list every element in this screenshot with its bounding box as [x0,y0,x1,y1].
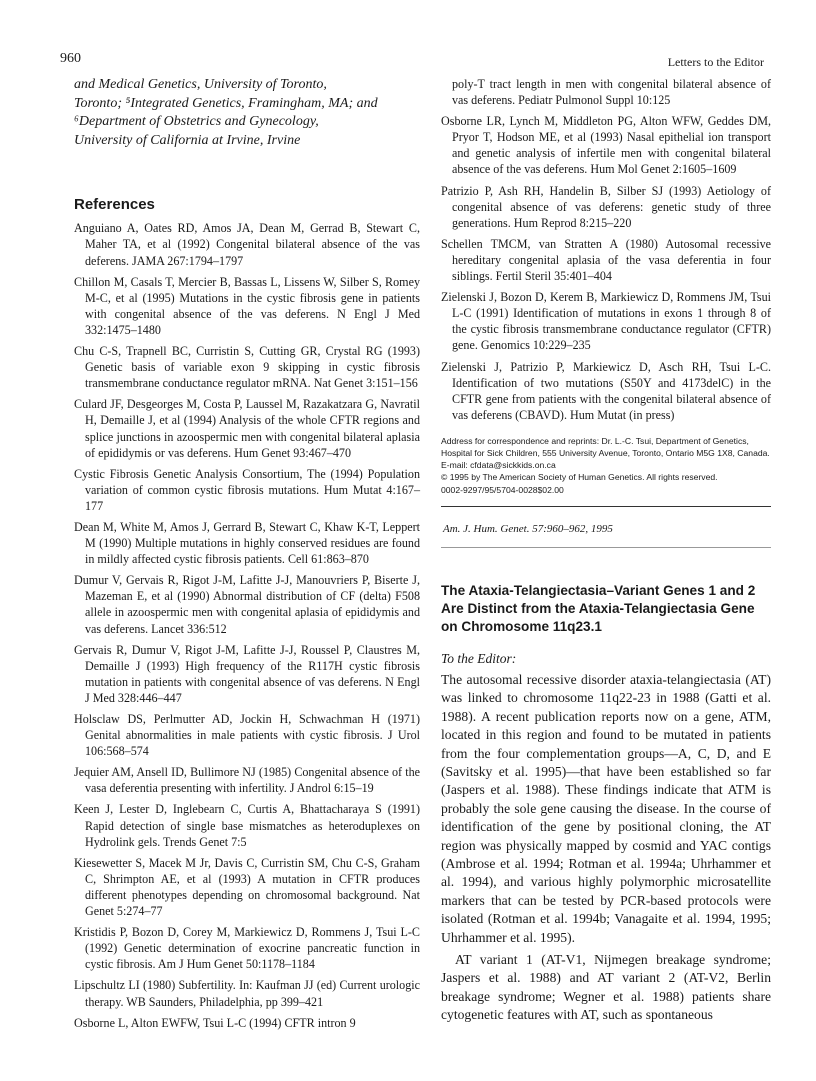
reference-item: Patrizio P, Ash RH, Handelin B, Silber SJ (1993) Aetiology of congenital absence of vas deferens: genetic study of three generations. Hum Reprod 8:215–220 [441,183,771,230]
reference-item: Chillon M, Casals T, Mercier B, Bassas L, Lissens W, Silber S, Romey M-C, et al (1995) Mutations in the cystic fibrosis gene in patients with congenital absence of the vas deferens. N Engl J Med 332:1475–1480 [74,274,420,337]
reference-item: Dumur V, Gervais R, Rigot J-M, Lafitte J-J, Manouvriers P, Biserte J, Mazeman E, et al (1990) Abnormal distribution of CF (delta) F508 allele in azoospermic men with congenital aplasia of epididymis and vas deferens. Lancet 336:512 [74,573,420,636]
reference-item: Culard JF, Desgeorges M, Costa P, Laussel M, Razakatzara G, Navratil H, Demaille J, et al (1994) Analysis of the whole CFTR regions and splice junctions in azoospermic men with congenital bilateral aplasia of epididymis or vas deferens. Hum Genet 93:467–470 [74,397,420,460]
salutation: To the Editor: [441,650,517,666]
references-heading: References [74,196,155,214]
reference-item: Kiesewetter S, Macek M Jr, Davis C, Curristin SM, Chu C-S, Graham C, Shrimpton AE, et al (1993) A mutation in CFTR produces different phenotypes depending on chromosomal background. Nat Genet 5:274–77 [74,855,420,919]
divider [441,547,771,548]
reference-item: Anguiano A, Oates RD, Amos JA, Dean M, Gerrad B, Stewart C, Maher TA, et al (1992) Congenital bilateral absence of the vas deferens. JAMA 267:1794–1797 [74,221,420,268]
address-line: Address for correspondence and reprints: Dr. L.-C. Tsui, Department of Genetics, Hospital for Sick Children, 555 University Avenue, Toronto, Ontario M5G 1X8, Canada. E-mail: cfdata@sickkids.on.ca [441,435,770,471]
author-affiliation [74,76,420,150]
correspondence-address [441,435,771,496]
affiliation-line: ⁶Department of Obstetrics and Gynecology, [74,114,319,130]
reference-item: Holsclaw DS, Perlmutter AD, Jockin H, Schwachman H (1971) Genital abnormalities in male patients with cystic fibrosis. J Urol 106:568–574 [74,712,420,759]
affiliation-line: Toronto; ⁵Integrated Genetics, Framingham, MA; and [74,95,378,111]
reference-item: Keen J, Lester D, Inglebearn C, Curtis A, Bhattacharaya S (1991) Rapid detection of single base mismatches as heteroduplexes on Hydrolink gels. Trends Genet 7:5 [74,802,420,849]
article-title: The Ataxia-Telangiectasia–Variant Genes 1 and 2 Are Distinct from the Ataxia-Telangiectasia Gene on Chromosome 11q23.1 [441,582,756,634]
body-paragraph: AT variant 1 (AT-V1, Nijmegen breakage syndrome; Jaspers et al. 1988) and AT variant 2 (AT-V2, Berlin breakage syndrome; Wegner et al. 1988) patients share cytogenetic features with AT, such as spontaneous [441,951,771,1023]
body-paragraph: The autosomal recessive disorder ataxia-telangiectasia (AT) was linked to chromosome 11q22-23 in 1988 (Gatti et al. 1988). A recent publication reports now on a gene, ATM, located in this region and found to be mutated in patients from the four complementation groups—A, C, D, and E (Savitsky et al. 1995)—that have been established so far (Jaspers et al. 1988). These findings indicate that ATM is probably the sole gene causing the disease. In the course of identification of the gene by positional cloning, the AT region was physically mapped by cosmid and YAC contigs (Ambrose et al. 1994; Rotman et al. 1994a; Uhrhammer et al. 1994), and various highly polymorphic microsatellite markers that can be tested by PCR-based protocols were isolated (Rotman et al. 1994b; Vanagaite et al. 1994, 1995; Uhrhammer et al. 1995). [441,671,771,945]
copyright-line: © 1995 by The American Society of Human Genetics. All rights reserved. [441,472,718,483]
divider [441,506,771,507]
journal-citation: Am. J. Hum. Genet. 57:960–962, 1995 [443,522,613,535]
reference-item: Osborne L, Alton EWFW, Tsui L-C (1994) CFTR intron 9 [74,1015,356,1030]
issn-line: 0002-9297/95/5704-0028$02.00 [441,484,564,495]
reference-item: Osborne LR, Lynch M, Middleton PG, Alton WFW, Geddes DM, Pryor T, Hodson ME, et al (1993) Nasal epithelial ion transport and genetic analysis of infertile men with congenital bilateral absence of the vas deferens. Hum Mol Genet 2:1605–1609 [441,114,771,177]
reference-item: Lipschultz LI (1980) Subfertility. In: Kaufman JJ (ed) Current urologic therapy. WB Saunders, Philadelphia, pp 399–421 [74,978,420,1009]
reference-item: Cystic Fibrosis Genetic Analysis Consortium, The (1994) Population variation of common cystic fibrosis mutations. Hum Mutat 4:167–177 [74,466,420,513]
reference-continuation: poly-T tract length in men with congenital bilateral absence of vas deferens. Pediatr Pulmonol Suppl 10:125 [452,77,771,108]
reference-item: Gervais R, Dumur V, Rigot J-M, Lafitte J-J, Roussel P, Claustres M, Demaille J (1993) High frequency of the R117H cystic fibrosis mutation in patients with congenital absence of vas deferens. N Engl J Med 328:446–447 [74,642,420,705]
running-head: Letters to the Editor [667,55,764,69]
reference-item: Chu C-S, Trapnell BC, Curristin S, Cutting GR, Crystal RG (1993) Genetic basis of variable exon 9 skipping in cystic fibrosis transmembrane conductance regulator mRNA. Nat Genet 3:151–156 [74,344,420,391]
right-column [441,76,771,1025]
reference-item: Zielenski J, Bozon D, Kerem B, Markiewicz D, Rommens JM, Tsui L-C (1991) Identification of mutations in exons 1 through 8 of the cystic fibrosis transmembrane conductance regulator (CFTR) gene. Genomics 10:229–235 [441,290,771,353]
reference-item: Jequier AM, Ansell ID, Bullimore NJ (1985) Congenital absence of the vasa deferentia presenting with infertility. J Androl 6:15–19 [74,765,420,796]
reference-item: Dean M, White M, Amos J, Gerrard B, Stewart C, Khaw K-T, Leppert M (1990) Multiple mutations in highly conserved residues are found in mildly affected cystic fibrosis patients. Cell 61:863–870 [74,519,420,567]
reference-list-right [441,76,771,423]
reference-item: Schellen TMCM, van Stratten A (1980) Autosomal recessive hereditary congenital aplasia of the vasa deferentia in four siblings. Fertil Steril 35:401–404 [441,236,771,284]
affiliation-line: and Medical Genetics, University of Toronto, [74,77,327,92]
page-number: 960 [60,51,81,66]
reference-list-left [74,220,420,1030]
affiliation-line: University of California at Irvine, Irvine [74,132,301,148]
reference-item: Kristidis P, Bozon D, Corey M, Markiewicz D, Rommens J, Tsui L-C (1992) Genetic determination of exocrine pancreatic function in cystic fibrosis. Am J Hum Genet 50:1178–1184 [74,925,420,972]
left-column [74,76,420,1036]
reference-item: Zielenski J, Patrizio P, Markiewicz D, Asch RH, Tsui L-C. Identification of two mutations (S50Y and 4173delC) in the CFTR gene from patients with the congenital bilateral absence of vas deferens (CBAVD). Hum Mutat (in press) [441,359,771,422]
